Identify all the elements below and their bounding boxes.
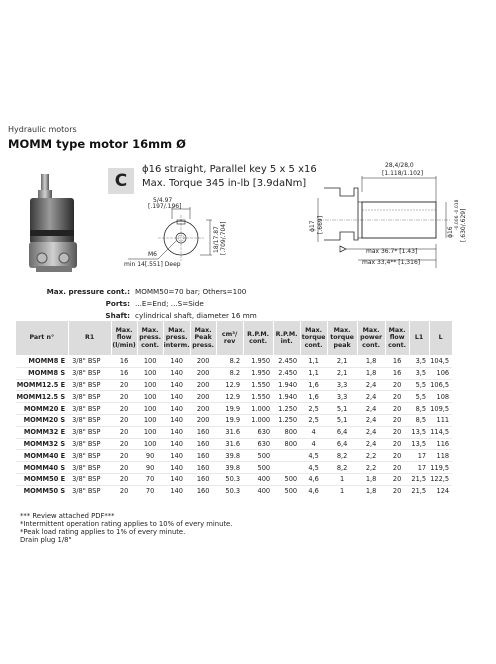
column-header: Max. flow (l/min) (111, 321, 137, 356)
table-cell: 8.2 (216, 356, 243, 368)
table-cell: 19.9 (216, 414, 243, 426)
spec-value: cylindrical shaft, diameter 16 mm (135, 311, 257, 320)
table-cell: 20 (385, 414, 409, 426)
table-cell: 1 (327, 485, 357, 496)
dim-dia-16-in: [.630/.629] (460, 208, 467, 242)
table-cell: MOMM12.5 E (16, 379, 69, 391)
table-cell: 1,8 (357, 367, 385, 379)
table-cell: 1.550 (243, 379, 273, 391)
note-peak-load: *Peak load rating applies to 1% of every minute. (20, 528, 186, 536)
table-cell: 100 (137, 379, 163, 391)
table-cell: 3,5 (409, 356, 429, 368)
table-cell: 160 (190, 485, 216, 496)
table-cell: 13,5 (409, 438, 429, 450)
torque-spec-text: Max. Torque 345 in-lb [3.9daNm] (142, 178, 307, 189)
table-row (16, 485, 453, 496)
table-cell: 50.3 (216, 485, 243, 496)
column-header: Part n° (16, 321, 69, 356)
column-header: cm³/ rev (216, 321, 243, 356)
dim-dia-16-tol: -0.006 -0.018 (455, 199, 460, 230)
table-cell: 1,6 (300, 391, 327, 403)
table-cell: 1,6 (300, 379, 327, 391)
column-header: Max. press. interm. (163, 321, 190, 356)
table-cell: 140 (163, 356, 190, 368)
table-cell: 5,5 (409, 391, 429, 403)
table-cell: 16 (111, 356, 137, 368)
table-cell: MOMM40 S (16, 462, 69, 474)
note-review: *** Review attached PDF*** (20, 512, 115, 520)
table-cell: 3/8" BSP (68, 391, 111, 403)
table-cell: MOMM20 E (16, 403, 69, 415)
table-cell: 114,5 (429, 426, 452, 438)
table-row (16, 367, 453, 379)
column-header: R.P.M. int. (273, 321, 300, 356)
table-cell: 800 (273, 438, 300, 450)
table-cell: 500 (273, 473, 300, 485)
table-cell: 16 (385, 367, 409, 379)
table-cell: 116 (429, 438, 452, 450)
table-cell: 39.8 (216, 462, 243, 474)
page-title: MOMM type motor 16mm Ø (8, 137, 186, 151)
table-cell: 5,5 (409, 379, 429, 391)
table-cell: 140 (163, 462, 190, 474)
table-cell: 4,5 (300, 462, 327, 474)
table-cell: 20 (111, 462, 137, 474)
table-cell: 160 (190, 450, 216, 462)
shaft-side-drawing (300, 158, 470, 272)
table-cell: 31.6 (216, 438, 243, 450)
table-cell: 50.3 (216, 473, 243, 485)
table-cell: 200 (190, 367, 216, 379)
table-cell: 1.250 (273, 414, 300, 426)
table-cell: 124 (429, 485, 452, 496)
table-cell: 630 (243, 426, 273, 438)
table-cell: 2,4 (357, 426, 385, 438)
table-cell: 1,1 (300, 367, 327, 379)
table-cell: 20 (111, 391, 137, 403)
table-cell: 3/8" BSP (68, 473, 111, 485)
table-cell: 200 (190, 414, 216, 426)
table-cell: 200 (190, 403, 216, 415)
table-cell: 122,5 (429, 473, 452, 485)
table-cell: 109,5 (429, 403, 452, 415)
table-cell: MOMM50 S (16, 485, 69, 496)
table-cell: MOMM50 E (16, 473, 69, 485)
table-cell: 3/8" BSP (68, 450, 111, 462)
dim-dia-16: ϕ16 (447, 226, 454, 238)
table-cell: 20 (385, 462, 409, 474)
table-cell: 2,2 (357, 462, 385, 474)
table-cell: MOMM20 S (16, 414, 69, 426)
table-cell: 160 (190, 426, 216, 438)
table-cell: 100 (137, 367, 163, 379)
shaft-type-badge: C (108, 168, 134, 194)
dim-dia-17: ϕ17 (309, 220, 316, 232)
table-cell: 12.9 (216, 379, 243, 391)
table-cell: 21,5 (409, 473, 429, 485)
table-cell: 20 (111, 414, 137, 426)
table-cell: 2,4 (357, 391, 385, 403)
table-cell: 2,4 (357, 379, 385, 391)
table-cell: 1 (327, 473, 357, 485)
dim-shaft-length-in: [1.118/1.102] (382, 170, 424, 177)
table-cell: 200 (190, 356, 216, 368)
table-cell: 20 (385, 450, 409, 462)
table-cell: 31.6 (216, 426, 243, 438)
dim-thread-depth: min 14[.551] Deep (124, 261, 181, 268)
table-cell: 140 (163, 438, 190, 450)
table-cell: 5,1 (327, 414, 357, 426)
table-cell: 3/8" BSP (68, 485, 111, 496)
column-header: L (429, 321, 452, 356)
table-cell: 160 (190, 473, 216, 485)
table-cell: 1.000 (243, 403, 273, 415)
dim-max-length-2: max 33,4** [1,316] (362, 259, 421, 266)
table-cell: 17 (409, 450, 429, 462)
table-cell: 2,1 (327, 367, 357, 379)
note-intermittent: *Intermittent operation rating applies to 10% of every minute. (20, 520, 233, 528)
table-cell: 4,6 (300, 485, 327, 496)
spec-value: MOMM50=70 bar; Others=100 (135, 287, 247, 296)
table-cell: 104,5 (429, 356, 452, 368)
table-cell: 1.940 (273, 379, 300, 391)
table-cell: MOMM32 S (16, 438, 69, 450)
table-cell: 2,5 (300, 403, 327, 415)
table-cell: 3/8" BSP (68, 356, 111, 368)
table-cell: 106 (429, 367, 452, 379)
table-cell: 3/8" BSP (68, 462, 111, 474)
table-cell: 6,4 (327, 426, 357, 438)
table-cell: 800 (273, 426, 300, 438)
category-label: Hydraulic motors (8, 125, 77, 134)
dim-thread-m6: M6 (148, 251, 157, 258)
table-cell: 1,8 (357, 485, 385, 496)
table-cell: 8,2 (327, 462, 357, 474)
table-row (16, 356, 453, 368)
table-cell: 118 (429, 450, 452, 462)
table-cell: 200 (190, 379, 216, 391)
table-cell: 8.2 (216, 367, 243, 379)
table-cell (273, 462, 300, 474)
table-cell: 140 (163, 391, 190, 403)
table-row (16, 438, 453, 450)
table-cell: 1.950 (243, 367, 273, 379)
table-cell: 140 (163, 426, 190, 438)
table-cell: 3/8" BSP (68, 367, 111, 379)
column-header: Max. torque cont. (300, 321, 327, 356)
table-cell: 20 (111, 438, 137, 450)
table-cell: 100 (137, 426, 163, 438)
table-cell: 39.8 (216, 450, 243, 462)
table-cell: 20 (111, 450, 137, 462)
table-row (16, 426, 453, 438)
shaft-spec-text: ϕ16 straight, Parallel key 5 x 5 x16 (142, 164, 317, 175)
table-cell: 20 (111, 403, 137, 415)
table-cell: 8,2 (327, 450, 357, 462)
table-cell: 119,5 (429, 462, 452, 474)
column-header: L1 (409, 321, 429, 356)
table-cell: 5,1 (327, 403, 357, 415)
table-cell: 1.250 (273, 403, 300, 415)
table-cell: 3/8" BSP (68, 379, 111, 391)
shaft-front-drawing (120, 193, 245, 273)
dim-key-width-in: [.197/.196] (148, 203, 182, 210)
dim-max-length-1: max 36.7* [1.43] (366, 248, 418, 255)
table-cell: 20 (111, 379, 137, 391)
table-cell: 20 (385, 403, 409, 415)
column-header: R.P.M. cont. (243, 321, 273, 356)
table-cell: 20 (111, 485, 137, 496)
column-header: Max. torque peak (327, 321, 357, 356)
table-cell (273, 450, 300, 462)
table-cell: 1,8 (357, 356, 385, 368)
table-cell: 8,5 (409, 403, 429, 415)
dim-dia-17-in: [.669] (317, 215, 324, 234)
table-cell: 90 (137, 450, 163, 462)
notes-block (20, 512, 232, 544)
table-cell: 3,3 (327, 379, 357, 391)
spec-key: Ports: (105, 299, 130, 308)
table-cell: 6,4 (327, 438, 357, 450)
table-row (16, 391, 453, 403)
table-row (16, 414, 453, 426)
table-cell: 3,3 (327, 391, 357, 403)
column-header: Max. press. cont. (137, 321, 163, 356)
table-cell: 3/8" BSP (68, 426, 111, 438)
note-drain-plug: Drain plug 1/8" (20, 536, 72, 544)
table-cell: 90 (137, 462, 163, 474)
motor-spec-table (15, 320, 453, 497)
table-cell: 16 (111, 367, 137, 379)
table-cell: 2.450 (273, 367, 300, 379)
table-cell: 140 (163, 379, 190, 391)
table-cell: 200 (190, 391, 216, 403)
table-body (16, 356, 453, 497)
table-row (16, 450, 453, 462)
table-cell: 140 (163, 403, 190, 415)
table-cell: 20 (385, 379, 409, 391)
spec-key: Max. pressure cont.: (46, 287, 130, 296)
table-cell: 4 (300, 438, 327, 450)
table-cell: 1.940 (273, 391, 300, 403)
table-cell: 21,5 (409, 485, 429, 496)
table-row (16, 379, 453, 391)
table-cell: 160 (190, 462, 216, 474)
column-header: R1 (68, 321, 111, 356)
table-cell: 12.9 (216, 391, 243, 403)
column-header: Max. flow cont. (385, 321, 409, 356)
table-cell: 2.450 (273, 356, 300, 368)
table-cell: 3,5 (409, 367, 429, 379)
table-cell: 500 (243, 450, 273, 462)
table-cell: 140 (163, 450, 190, 462)
dim-key-height-in: [.709/.704] (220, 221, 227, 255)
spec-key: Shaft: (105, 311, 130, 320)
table-cell: 2,4 (357, 414, 385, 426)
table-cell: 16 (385, 356, 409, 368)
motor-photo-image (24, 172, 86, 276)
dim-key-height: 18/17.87 (213, 226, 220, 253)
dim-key-width: 5/4.97 (153, 197, 173, 204)
table-cell: 4 (300, 426, 327, 438)
table-cell: 19.9 (216, 403, 243, 415)
table-header-row (16, 321, 453, 356)
table-cell: 140 (163, 473, 190, 485)
spec-value: ...E=End; ...S=Side (135, 299, 204, 308)
table-cell: 100 (137, 356, 163, 368)
table-cell: 140 (163, 414, 190, 426)
table-cell: 160 (190, 438, 216, 450)
table-cell: 20 (385, 438, 409, 450)
table-cell: MOMM32 E (16, 426, 69, 438)
table-cell: 4,6 (300, 473, 327, 485)
table-cell: 2,5 (300, 414, 327, 426)
table-cell: 70 (137, 473, 163, 485)
table-cell: 106,5 (429, 379, 452, 391)
table-cell: 20 (111, 426, 137, 438)
table-cell: 17 (409, 462, 429, 474)
table-cell: 20 (385, 485, 409, 496)
column-header: Max. Peak press. (190, 321, 216, 356)
table-cell: 2,1 (327, 356, 357, 368)
table-cell: 100 (137, 438, 163, 450)
table-cell: MOMM8 S (16, 367, 69, 379)
table-cell: MOMM8 E (16, 356, 69, 368)
table-cell: 8,5 (409, 414, 429, 426)
table-row (16, 462, 453, 474)
table-cell: 100 (137, 403, 163, 415)
table-cell: 4,5 (300, 450, 327, 462)
table-cell: 3/8" BSP (68, 403, 111, 415)
table-cell: 630 (243, 438, 273, 450)
table-cell: 140 (163, 367, 190, 379)
table-cell: 2,4 (357, 438, 385, 450)
table-cell: 500 (273, 485, 300, 496)
table-cell: 3/8" BSP (68, 438, 111, 450)
table-cell: 108 (429, 391, 452, 403)
table-cell: 20 (385, 426, 409, 438)
table-cell: 400 (243, 485, 273, 496)
column-header: Max. power cont. (357, 321, 385, 356)
table-cell: 1,8 (357, 473, 385, 485)
table-row (16, 473, 453, 485)
table-cell: 140 (163, 485, 190, 496)
table-row (16, 403, 453, 415)
table-cell: 500 (243, 462, 273, 474)
table-cell: MOMM40 E (16, 450, 69, 462)
table-cell: 2,2 (357, 450, 385, 462)
table-cell: 20 (385, 391, 409, 403)
table-cell: 1.550 (243, 391, 273, 403)
table-cell: MOMM12.5 S (16, 391, 69, 403)
dim-shaft-length: 28,4/28,0 (385, 162, 414, 169)
table-cell: 1.950 (243, 356, 273, 368)
table-cell: 1.000 (243, 414, 273, 426)
table-cell: 13,5 (409, 426, 429, 438)
table-cell: 70 (137, 485, 163, 496)
table-cell: 400 (243, 473, 273, 485)
table-cell: 20 (111, 473, 137, 485)
table-cell: 2,4 (357, 403, 385, 415)
table-cell: 1,1 (300, 356, 327, 368)
table-cell: 100 (137, 391, 163, 403)
table-cell: 100 (137, 414, 163, 426)
table-cell: 20 (385, 473, 409, 485)
table-cell: 3/8" BSP (68, 414, 111, 426)
table-cell: 111 (429, 414, 452, 426)
